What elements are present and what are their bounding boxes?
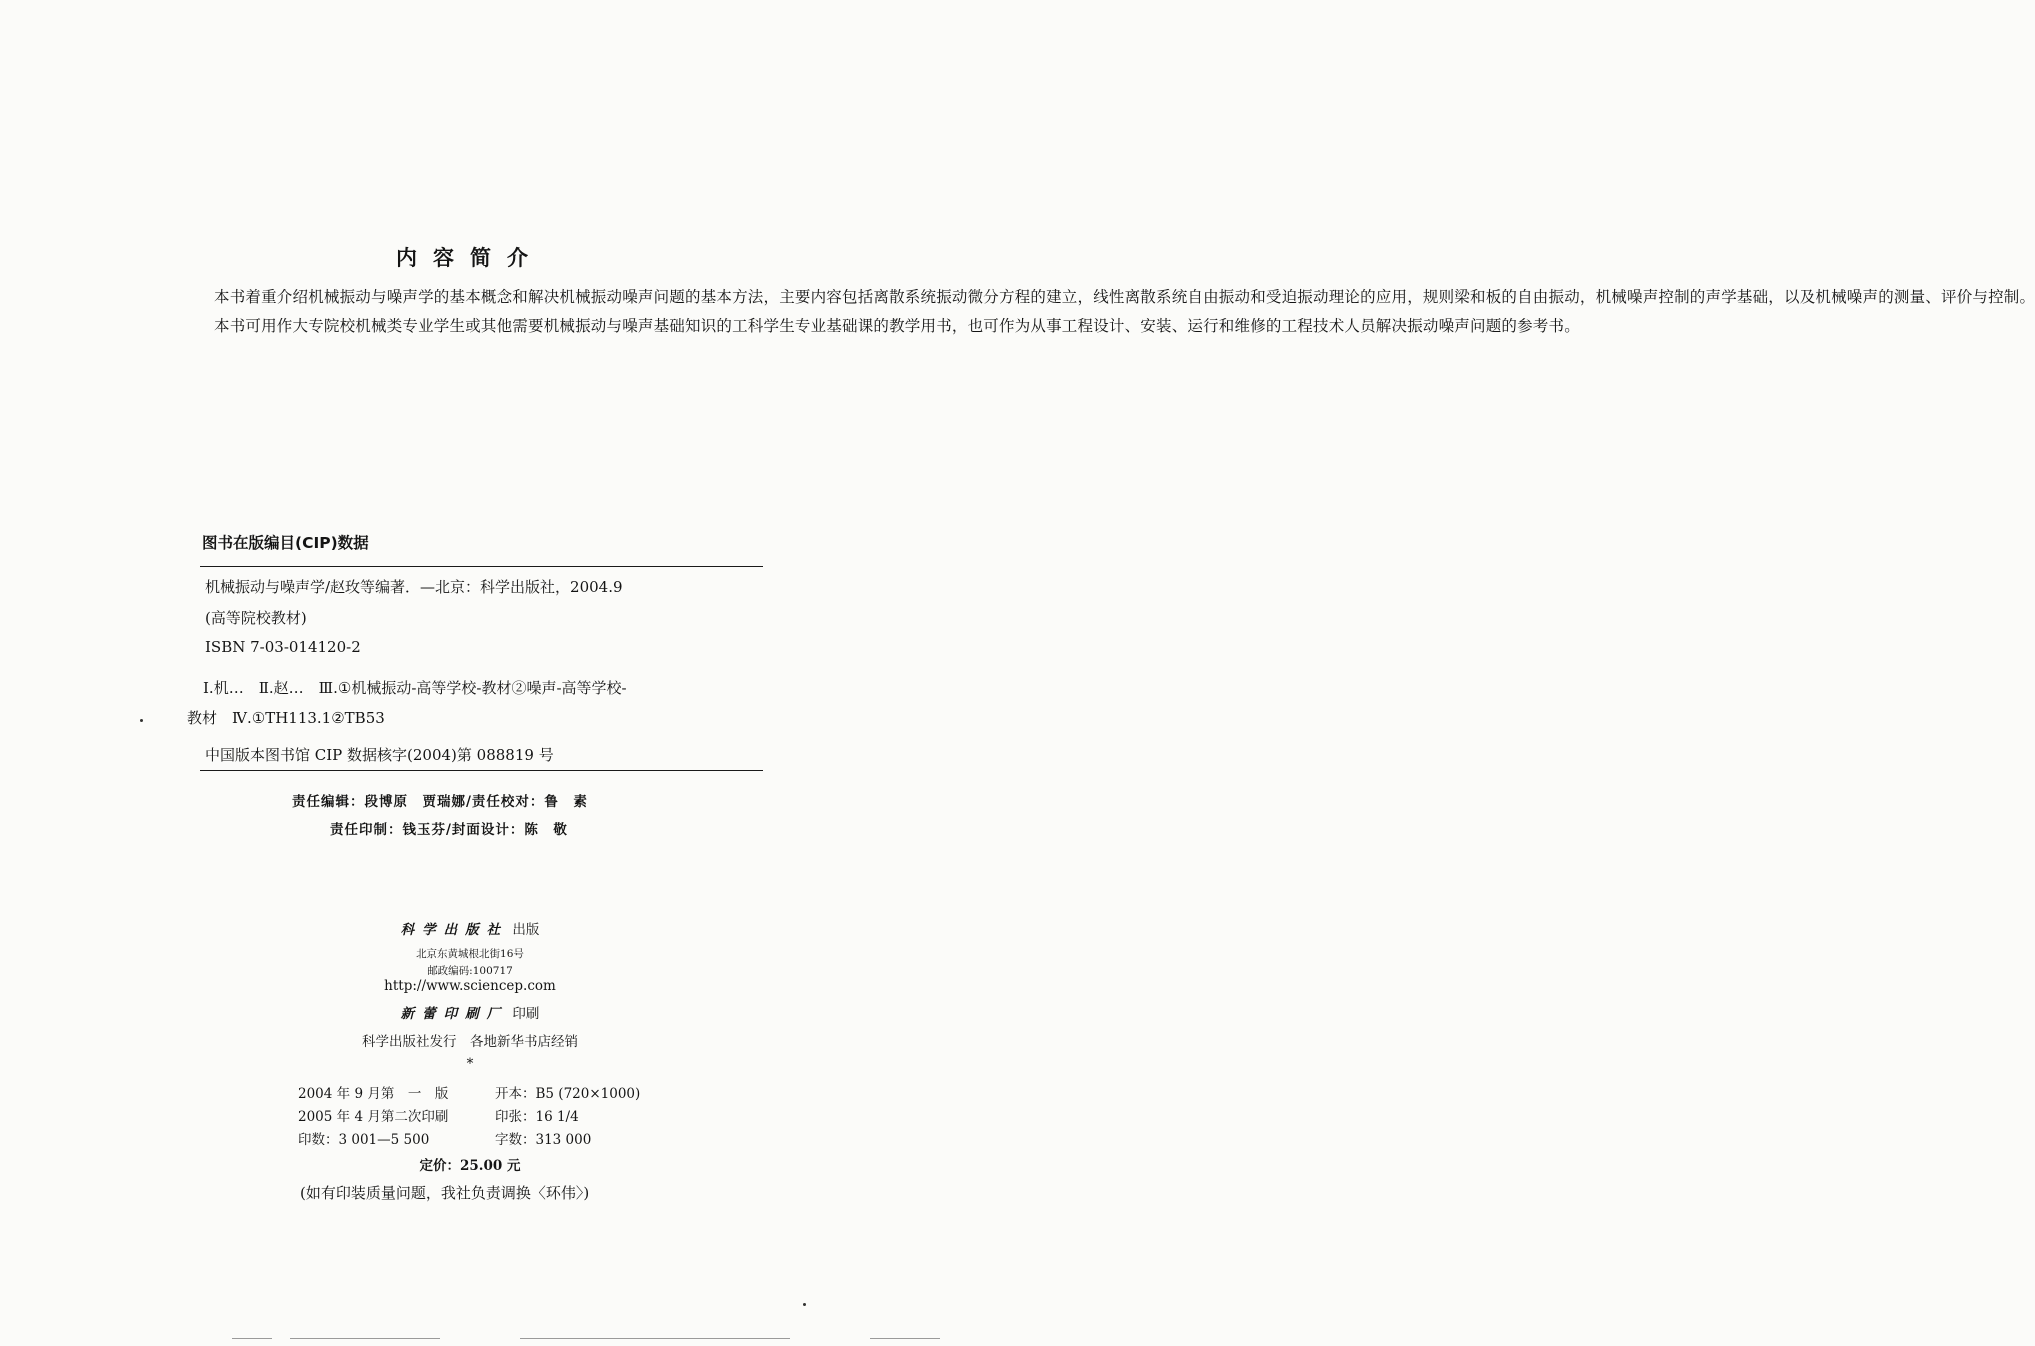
scan-edge-mark: [232, 1338, 272, 1339]
publisher-url: http://www.sciencep.com: [384, 978, 556, 994]
quality-note: (如有印装质量问题，我社负责调换〈环伟〉): [300, 1184, 590, 1202]
book-introduction: [183, 283, 2035, 341]
distribution-line: 科学出版社发行 各地新华书店经销: [362, 1034, 578, 1050]
scan-speck: [803, 1303, 806, 1306]
print-sheets: 印张：16 1/4: [495, 1109, 579, 1125]
publisher-name: 科学出版社: [400, 922, 509, 938]
edition-reprint: 2005 年 4 月第二次印刷: [298, 1109, 449, 1125]
scan-edge-mark: [290, 1338, 440, 1339]
edition-first: 2004 年 9 月第 一 版: [298, 1086, 449, 1102]
scan-edge-mark: [520, 1338, 790, 1339]
publisher-line: [0, 918, 940, 938]
cip-isbn: ISBN 7-03-014120-2: [205, 638, 361, 656]
separator-star: *: [466, 1056, 474, 1072]
cip-top-rule: [200, 566, 763, 567]
cip-record-number: 中国版本图书馆 CIP 数据核字(2004)第 088819 号: [205, 746, 554, 764]
cip-series-line: (高等院校教材): [205, 609, 307, 627]
section-title: 内容简介: [396, 246, 544, 270]
publisher-action: 出版: [512, 922, 540, 938]
print-run: 印数：3 001—5 500: [298, 1132, 430, 1148]
cip-classification-1: Ⅰ.机… Ⅱ.赵… Ⅲ.①机械振动-高等学校-教材②噪声-高等学校-: [203, 679, 627, 697]
cip-classification-2: 教材 Ⅳ.①TH113.1②TB53: [187, 709, 385, 727]
printer-name: 新蕾印刷厂: [400, 1006, 509, 1022]
publisher-address: 北京东黄城根北街16号: [416, 948, 524, 960]
production-credits: 责任印制：钱玉芬/封面设计：陈 敬: [330, 822, 568, 838]
printer-action: 印刷: [512, 1006, 540, 1022]
cip-heading: 图书在版编目(CIP)数据: [202, 534, 369, 552]
cip-bottom-rule: [200, 770, 763, 771]
publisher-postcode: 邮政编码:100717: [427, 965, 513, 977]
printer-line: [0, 1002, 940, 1022]
scan-edge-mark: [870, 1338, 940, 1339]
scan-speck: [140, 719, 143, 722]
intro-paragraph-2: 本书可用作大专院校机械类专业学生或其他需要机械振动与噪声基础知识的工科学生专业基础课的教学用书，也可作为从事工程设计、安装、运行和维修的工程技术人员解决振动噪声问题的参考书。: [214, 317, 1580, 335]
cip-block: [187, 576, 770, 776]
price: 定价：25.00 元: [419, 1158, 521, 1174]
editor-credits: 责任编辑：段博原 贾瑞娜/责任校对：鲁 素: [292, 794, 588, 810]
intro-paragraph-1: 本书着重介绍机械振动与噪声学的基本概念和解决机械振动噪声问题的基本方法，主要内容包括离散系统振动微分方程的建立，线性离散系统自由振动和受迫振动理论的应用，规则梁和板的自由振动，机械噪声控制的声学基础，以及机械噪声的测量、评价与控制。: [214, 288, 2035, 306]
cip-title-line: 机械振动与噪声学/赵玫等编著．—北京：科学出版社，2004.9: [205, 578, 623, 596]
book-format: 开本：B5 (720×1000): [495, 1086, 641, 1102]
word-count: 字数：313 000: [495, 1132, 592, 1148]
